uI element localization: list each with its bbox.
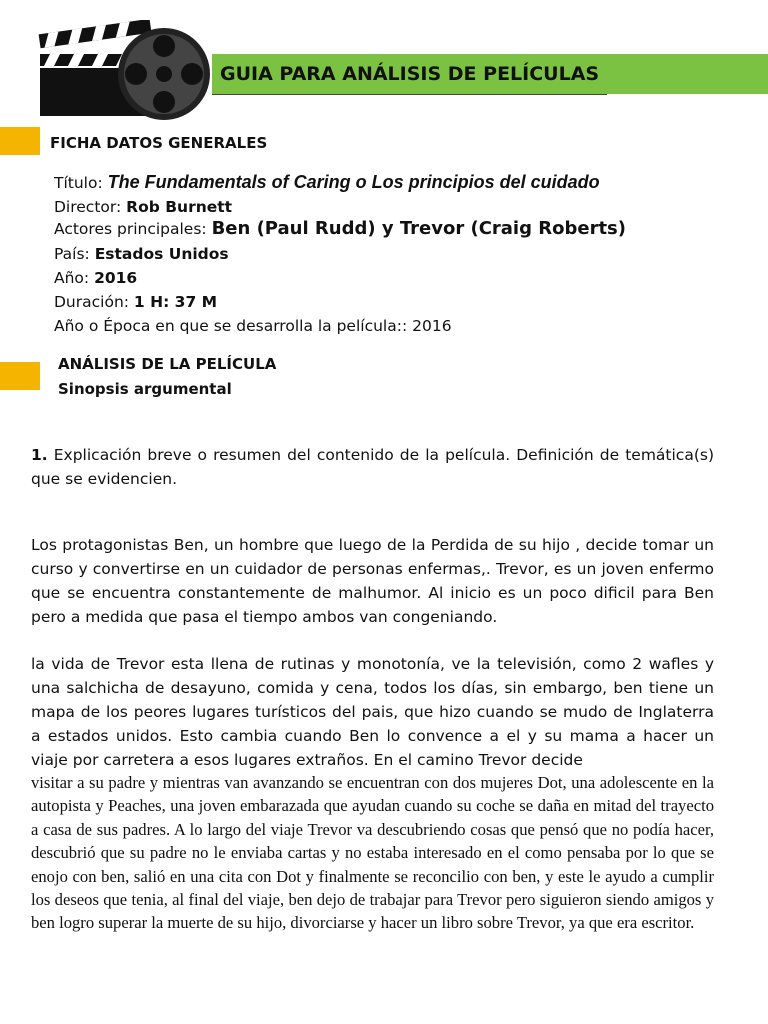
- actors-value: Ben (Paul Rudd) y Trevor (Craig Roberts): [211, 218, 626, 239]
- country-value: Estados Unidos: [94, 245, 229, 263]
- section-marker: [0, 127, 40, 155]
- synopsis-paragraph-1: Los protagonistas Ben, un hombre que luego de la Perdida de su hijo , decide tomar un curso y convertirse en un cuidador de personas enfermas,. Trevor, es un joven enfermo que se encuentra constantemente de malhumor. Al inicio es un poco dificil para Ben pero a medida que pasa el tiempo ambos van congeniando.: [31, 536, 714, 626]
- year-label: Año:: [54, 269, 95, 287]
- actors-label: Actores principales:: [54, 220, 212, 238]
- section-marker: [0, 362, 40, 390]
- duration-value: 1 H: 37 M: [133, 293, 218, 311]
- film-clapper-reel-icon: [36, 20, 216, 120]
- general-heading: FICHA DATOS GENERALES: [50, 134, 268, 152]
- question-text: Explicación breve o resumen del contenido de la película. Definición de temática(s) que se evidencien.: [31, 446, 714, 488]
- header-underline: [212, 94, 607, 95]
- header-banner: [212, 54, 768, 94]
- epoch-value: 2016: [412, 317, 452, 335]
- title-value: The Fundamentals of Caring o Los principios del cuidado: [107, 172, 600, 192]
- director-value: Rob Burnett: [126, 198, 233, 216]
- synopsis-paragraph-3: visitar a su padre y mientras van avanzando se encuentran con dos mujeres Dot, una adolescente en la autopista y Peaches, una joven embarazada que ayudan cuando su coche se daña en mitad del trayecto a casa de sus padres. A lo largo del viaje Trevor va descubriendo cosas que pensó que no podía hacer, descubrió que su padre no le enviaba cartas y no estaba interesado en el como pensaba por lo que se enojo con ben, salió en una cita con Dot y finalmente se reconcilio con ben, y este le ayudo a cumplir los deseos que tenia, al final del viaje, ben dejo de trabajar para Trevor pero siguieron siendo amigos y ben logro superar la muerte de su hijo, divorciarse y hacer un libro sobre Trevor, ya que era escritor.: [31, 773, 714, 933]
- year-value: 2016: [94, 269, 138, 287]
- epoch-field: [54, 317, 452, 335]
- director-label: Director:: [54, 198, 127, 216]
- synopsis-paragraph-2: la vida de Trevor esta llena de rutinas y monotonía, ve la televisión, como 2 wafles y una salchicha de desayuno, comida y cena, todos los días, sin embargo, ben tiene un mapa de los peores lugares turísticos del pais, que hizo cuando se mudo de Inglaterra a estados unidos. Esto cambia cuando Ben lo convence a el y su mama a hacer un viaje por carretera a esos lugares extraños. En el camino Trevor decide: [31, 655, 714, 769]
- duration-label: Duración:: [54, 293, 134, 311]
- duration-field: [54, 293, 217, 311]
- title-label: Título:: [54, 174, 108, 192]
- analysis-heading: ANÁLISIS DE LA PELÍCULA: [58, 355, 277, 373]
- question-1: [31, 443, 714, 491]
- epoch-label: Año o Época en que se desarrolla la película::: [54, 317, 413, 335]
- analysis-subheading: Sinopsis argumental: [58, 380, 232, 398]
- director-field: [54, 198, 232, 216]
- country-field: [54, 245, 229, 263]
- actors-field: [54, 218, 626, 239]
- page-title: GUIA PARA ANÁLISIS DE PELÍCULAS: [220, 63, 600, 85]
- question-number: 1.: [31, 446, 48, 464]
- title-field: [54, 172, 600, 193]
- year-field: [54, 269, 137, 287]
- country-label: País:: [54, 245, 95, 263]
